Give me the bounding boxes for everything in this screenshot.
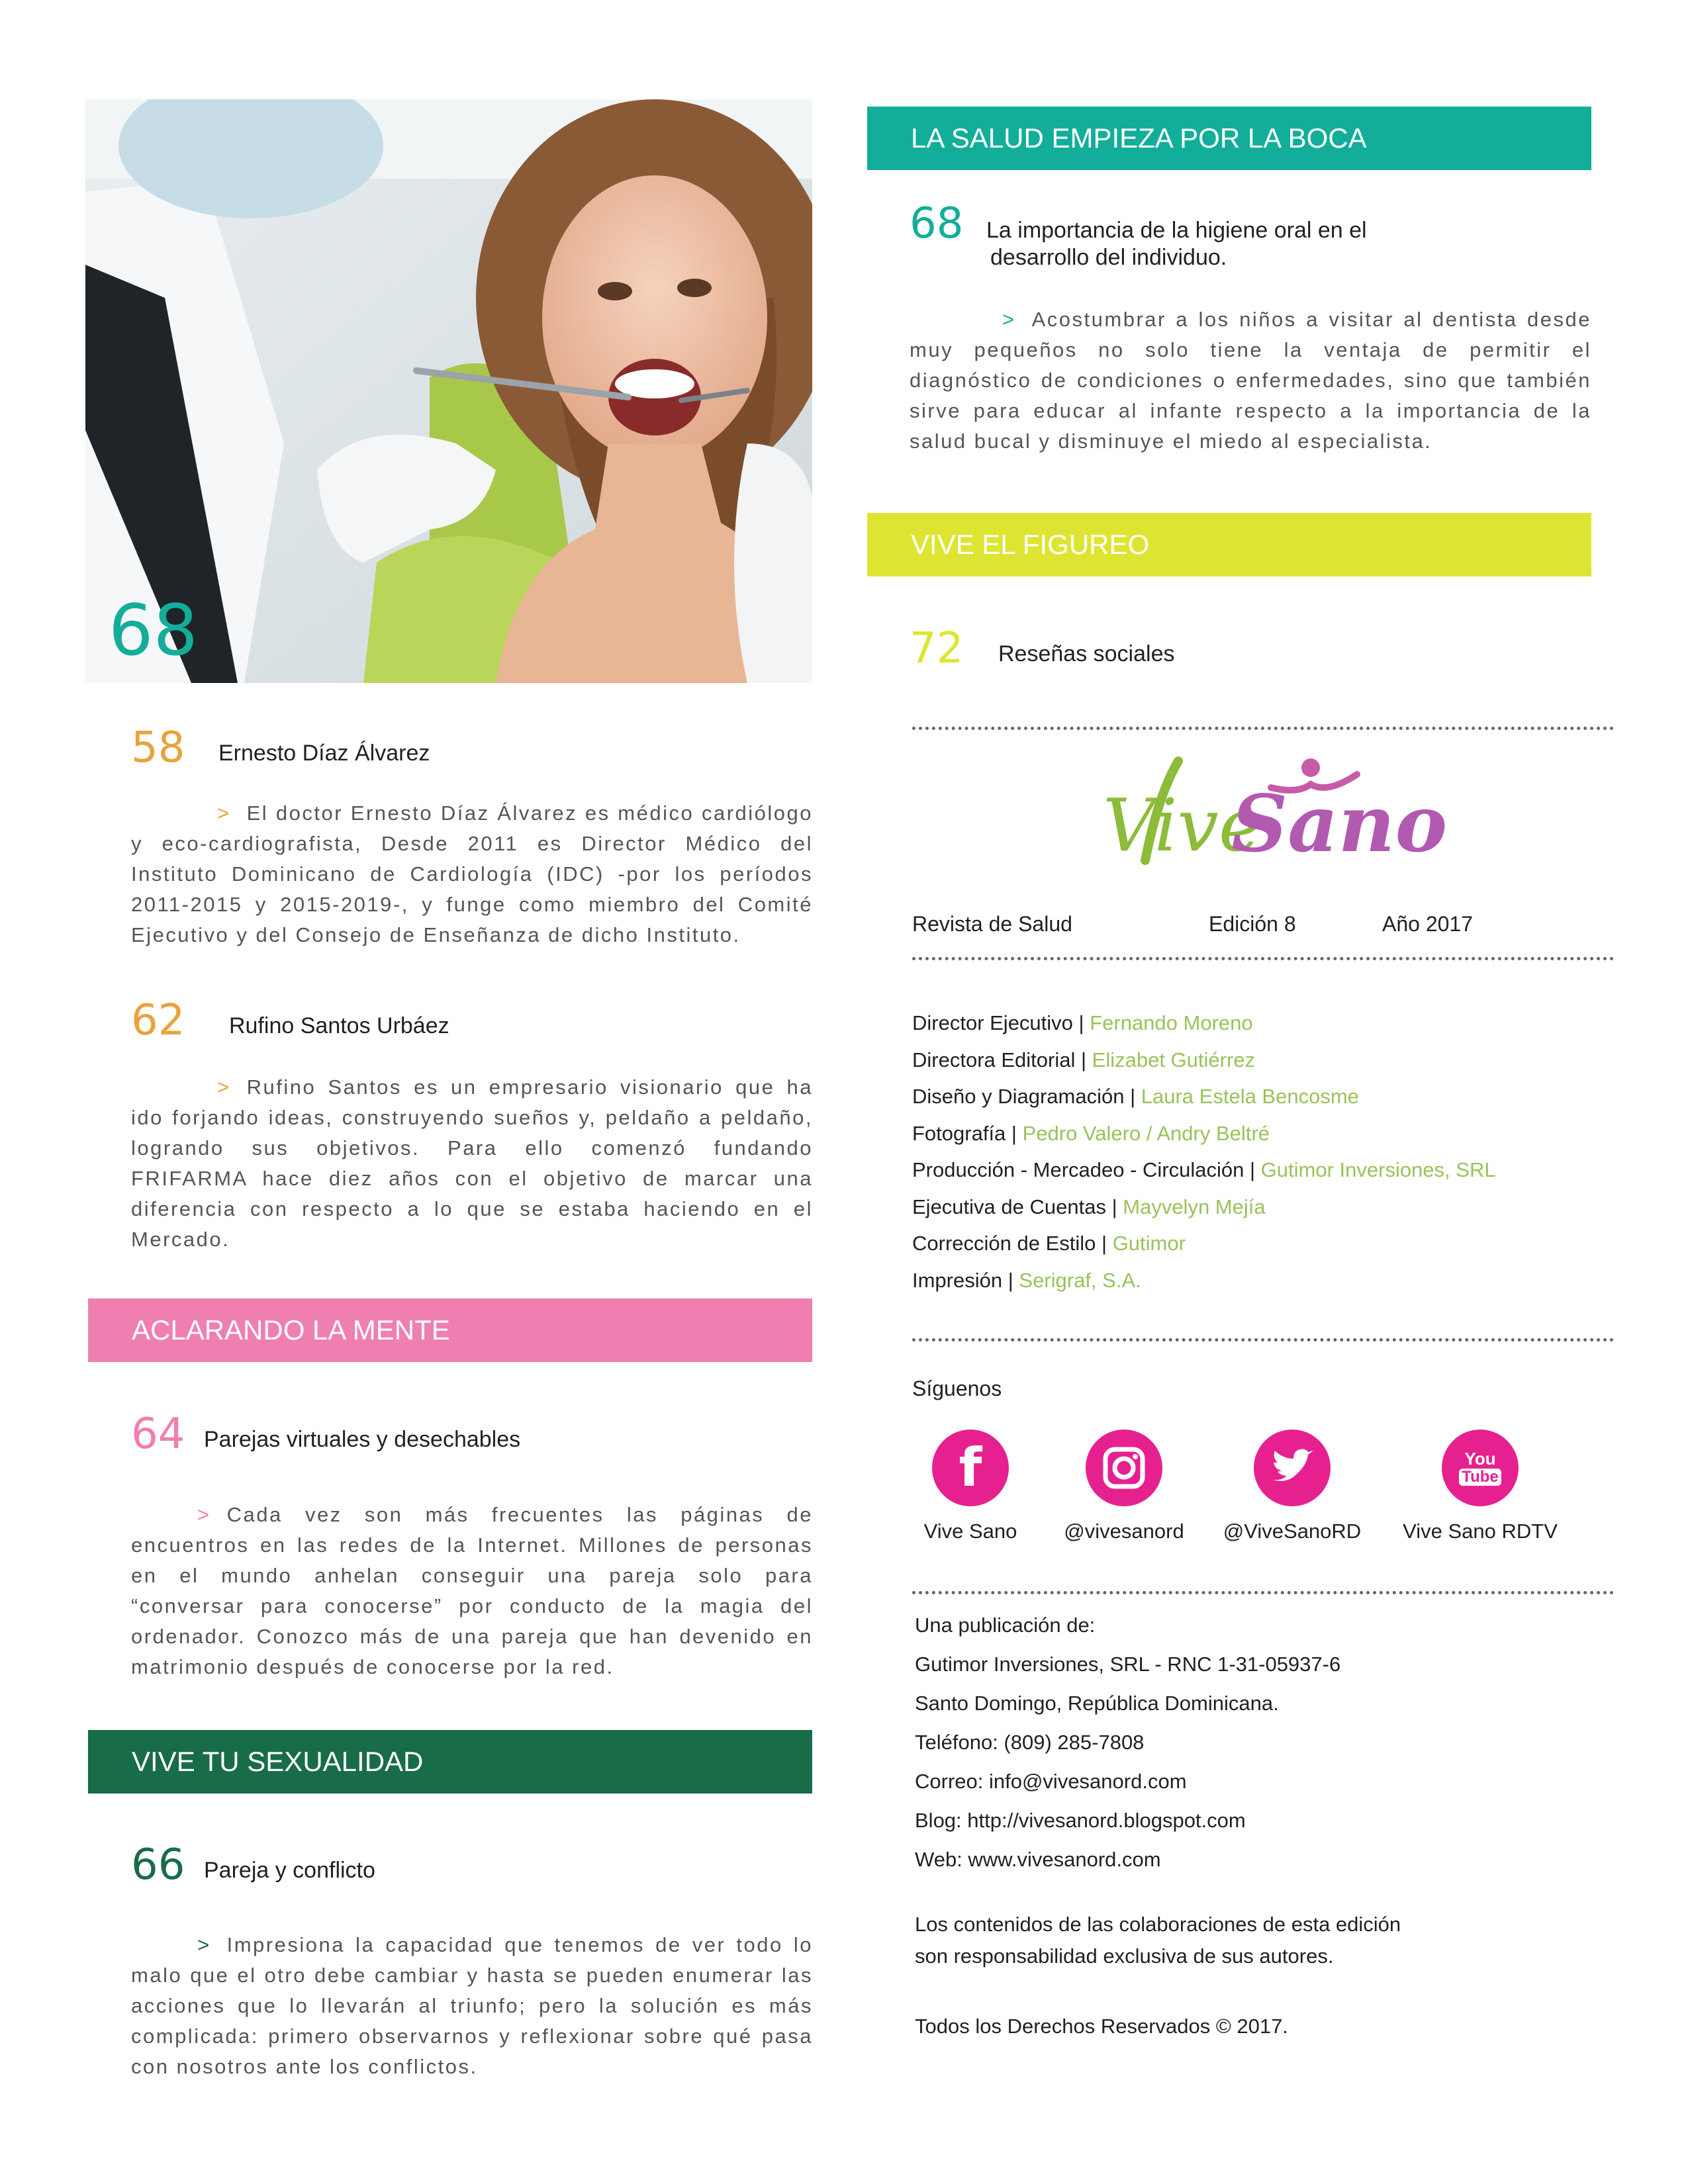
- youtube-icon[interactable]: You Tube: [1442, 1430, 1519, 1506]
- logo-text-vive: Vive: [1103, 783, 1262, 868]
- social-twitter[interactable]: [1213, 1430, 1372, 1543]
- staff-row: Fotografía | Pedro Valero / Andry Beltré: [912, 1121, 1270, 1145]
- magazine-edition: Edición 8: [1209, 912, 1296, 936]
- banner-vive-tu-sexualidad: VIVE TU SEXUALIDAD: [88, 1730, 812, 1794]
- magazine-name: Revista de Salud: [912, 912, 1072, 936]
- publisher-line: Gutimor Inversiones, SRL - RNC 1-31-05937-6: [915, 1653, 1341, 1676]
- chevron-right-icon: >: [197, 1503, 211, 1526]
- magazine-year: Año 2017: [1382, 912, 1474, 936]
- publisher-blog: Blog: http://vivesanord.blogspot.com: [915, 1809, 1246, 1832]
- social-heading: Síguenos: [912, 1377, 1002, 1400]
- staff-row: Impresión | Serigraf, S.A.: [912, 1268, 1141, 1292]
- item-68-text: > Acostumbrar a los niños a visitar al dentista desde muy pequeños no solo tiene la ventaja de permitir el diagnóstico de condiciones o enfermedades, sino que también sirve para educar al infante respecto a la importancia de la salud bucal y disminuye el miedo al especialista.: [910, 308, 1591, 453]
- social-facebook[interactable]: [891, 1430, 1050, 1543]
- item-72-title: Reseñas sociales: [998, 641, 1175, 666]
- item-62-title: Rufino Santos Urbáez: [229, 1013, 449, 1038]
- item-68-number: 68: [910, 199, 964, 248]
- staff-row: Corrección de Estilo | Gutimor: [912, 1232, 1186, 1255]
- staff-row: Directora Editorial | Elizabet Gutiérrez: [912, 1048, 1256, 1071]
- item-64-number: 64: [131, 1410, 185, 1459]
- dotted-divider: [912, 1591, 1614, 1594]
- item-66-number: 66: [131, 1841, 185, 1889]
- staff-row: Producción - Mercadeo - Circulación | Gutimor Inversiones, SRL: [912, 1158, 1496, 1181]
- publisher-info: [915, 1606, 1340, 1879]
- social-youtube[interactable]: [1394, 1430, 1566, 1543]
- banner-la-salud-empieza-por-la-boca: LA SALUD EMPIEZA POR LA BOCA: [867, 107, 1591, 170]
- publisher-web: Web: www.vivesanord.com: [915, 1848, 1161, 1871]
- item-58-text: > El doctor Ernesto Díaz Álvarez es médico cardiólogo y eco-cardiografista, Desde 2011 es Director Médico del Instituto Dominicano de Cardiología (IDC) -por los períodos 2011-2015 y 2015-2019-, y funge como miembro del Comité Ejecutivo y del Consejo de Enseñanza de dicho Instituto.: [131, 801, 813, 946]
- disclaimer: Los contenidos de las colaboraciones de esta edición son responsabilidad exclusiva de sus autores.: [915, 1913, 1401, 1968]
- vivesano-logo: [1099, 748, 1448, 887]
- staff-row: Diseño y Diagramación | Laura Estela Bencosme: [912, 1085, 1359, 1108]
- item-62-text: > Rufino Santos es un empresario visionario que ha ido forjando ideas, construyendo sueños y, peldaño a peldaño, logrando sus objetivos. Para ello comenzó fundando FRIFARMA hace diez años con el objetivo de marcar una diferencia con respecto a lo que se estaba haciendo en el Mercado.: [131, 1075, 813, 1251]
- dotted-divider: [912, 727, 1614, 730]
- social-label: Vive Sano: [923, 1520, 1017, 1543]
- item-68-title: La importancia de la higiene oral en el desarrollo del individuo.: [986, 218, 1367, 270]
- item-62-number: 62: [131, 996, 185, 1045]
- social-instagram[interactable]: [1045, 1430, 1203, 1543]
- facebook-icon[interactable]: f: [932, 1430, 1009, 1506]
- publisher-email: Correo: info@vivesanord.com: [915, 1770, 1187, 1793]
- social-label: @ViveSanoRD: [1223, 1520, 1362, 1543]
- instagram-icon[interactable]: [1086, 1430, 1162, 1506]
- chevron-right-icon: >: [217, 801, 231, 825]
- banner-aclarando-la-mente: ACLARANDO LA MENTE: [88, 1298, 812, 1362]
- item-66-title: Pareja y conflicto: [204, 1858, 375, 1883]
- chevron-right-icon: >: [197, 1933, 211, 1956]
- social-label: Vive Sano RDTV: [1403, 1520, 1558, 1543]
- social-label: @vivesanord: [1064, 1520, 1184, 1543]
- chevron-right-icon: >: [1002, 308, 1016, 331]
- staff-row: Director Ejecutivo | Fernando Moreno: [912, 1011, 1253, 1034]
- item-72-number: 72: [910, 624, 964, 673]
- dotted-divider: [912, 957, 1614, 960]
- hero-page-number: 68: [109, 590, 198, 671]
- staff-list: [912, 1005, 1496, 1298]
- dotted-divider: [912, 1338, 1614, 1342]
- chevron-right-icon: >: [217, 1075, 231, 1099]
- item-58-number: 58: [131, 723, 185, 772]
- staff-row: Ejecutiva de Cuentas | Mayvelyn Mejía: [912, 1195, 1266, 1218]
- banner-vive-el-figureo: VIVE EL FIGUREO: [867, 513, 1591, 576]
- publisher-phone: Teléfono: (809) 285-7808: [915, 1731, 1145, 1754]
- publisher-line: Santo Domingo, República Dominicana.: [915, 1692, 1279, 1715]
- copyright: Todos los Derechos Reservados © 2017.: [915, 2015, 1288, 2038]
- logo-text-sano: Sano: [1231, 778, 1448, 870]
- item-64-text: > Cada vez son más frecuentes las páginas de encuentros en las redes de la Internet. Millones de personas en el mundo anhelan conseguir una pareja solo para “conversar para conocerse” por conducto de la magia del ordenador. Conozco más de una pareja que han devenido en matrimonio después de conocerse por la red.: [131, 1503, 813, 1678]
- item-58-title: Ernesto Díaz Álvarez: [218, 741, 430, 766]
- twitter-icon[interactable]: [1254, 1430, 1331, 1506]
- item-64-title: Parejas virtuales y desechables: [204, 1427, 521, 1452]
- publisher-line: Una publicación de:: [915, 1614, 1096, 1637]
- item-66-text: > Impresiona la capacidad que tenemos de ver todo lo malo que el otro debe cambiar y hasta se pueden enumerar las acciones que lo llevarán al triunfo; pero la solución es más complicada: primero observarnos y reflexionar sobre qué pasa con nosotros ante los conflictos.: [131, 1933, 813, 2078]
